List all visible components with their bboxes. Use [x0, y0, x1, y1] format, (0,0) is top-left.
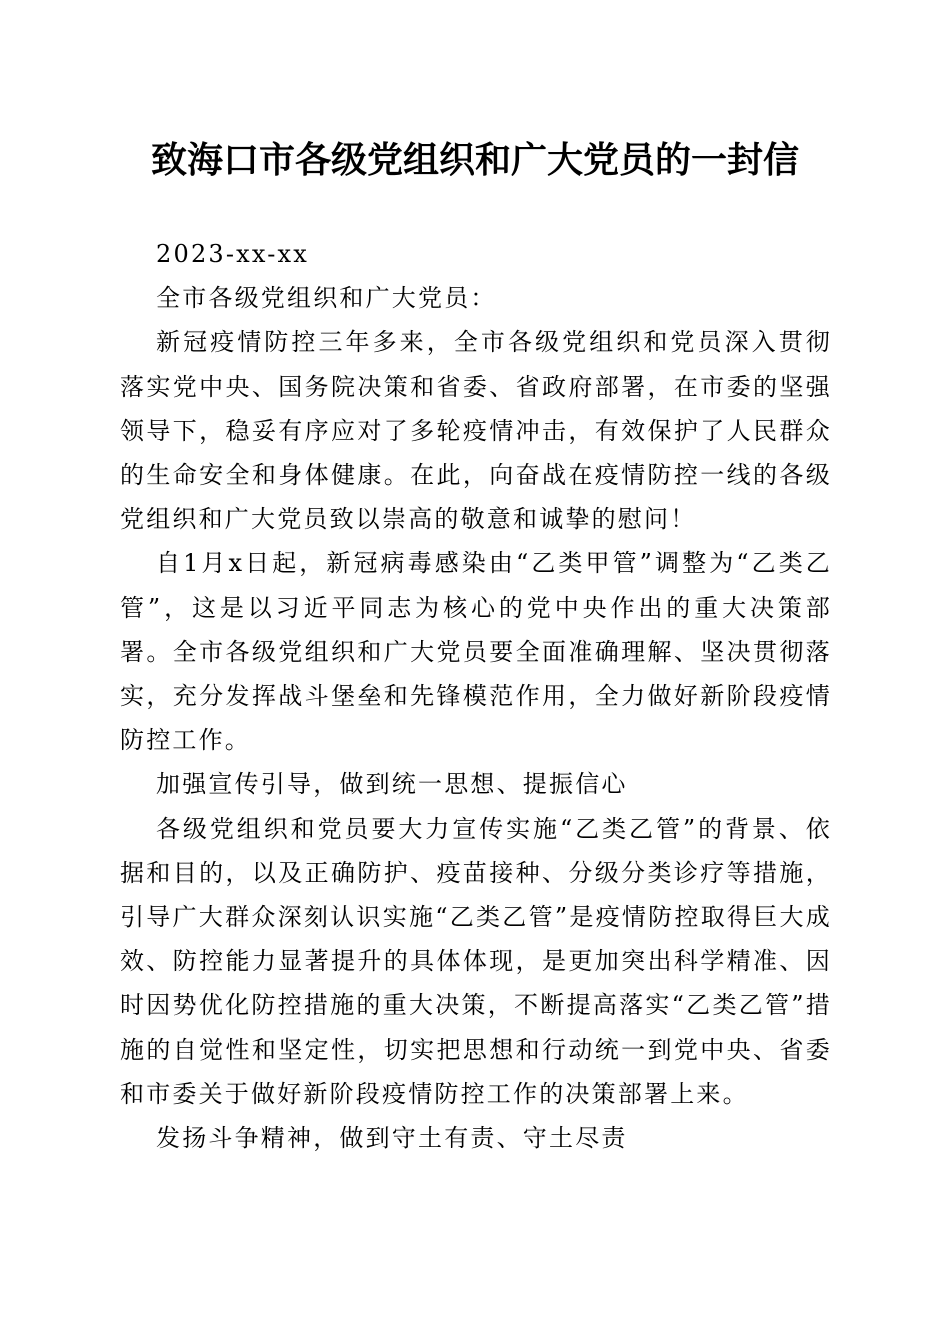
- section-heading-publicity: 加强宣传引导，做到统一思想、提振信心: [156, 770, 628, 799]
- paragraph-publicity: 各级党组织和党员要大力宣传实施“乙类乙管”的背景、依据和目的，以及正确防护、疫苗接种、分级分类诊疗等措施，引导广大群众深刻认识实施“乙类乙管”是疫情防控取得巨大成效、防控能力显著提升的具体体现，是更加突出科学精准、因时因势优化防控措施的重大决策，不断提高落实“乙类乙管”措施的自觉性和坚定性，切实把思想和行动统一到党中央、省委和市委关于做好新阶段疫情防控工作的决策部署上来。: [120, 814, 832, 1108]
- salutation: 全市各级党组织和广大党员：: [156, 284, 497, 313]
- date-line: 2023-xx-xx: [156, 240, 310, 268]
- section-heading-struggle: 发扬斗争精神，做到守土有责、守土尽责: [156, 1124, 628, 1153]
- paragraph-policy-adjustment: 自1月x日起，新冠病毒感染由“乙类甲管”调整为“乙类乙管”，这是以习近平同志为核心的党中央作出的重大决策部署。全市各级党组织和广大党员要全面准确理解、坚决贯彻落实，充分发挥战斗堡垒和先锋模范作用，全力做好新阶段疫情防控工作。: [120, 549, 832, 755]
- document-body: [120, 232, 832, 1160]
- document-title: 致海口市各级党组织和广大党员的一封信: [150, 139, 799, 181]
- paragraph-intro: 新冠疫情防控三年多来，全市各级党组织和党员深入贯彻落实党中央、国务院决策和省委、省政府部署，在市委的坚强领导下，稳妥有序应对了多轮疫情冲击，有效保护了人民群众的生命安全和身体健康。在此，向奋战在疫情防控一线的各级党组织和广大党员致以崇高的敬意和诚挚的慰问！: [120, 328, 832, 534]
